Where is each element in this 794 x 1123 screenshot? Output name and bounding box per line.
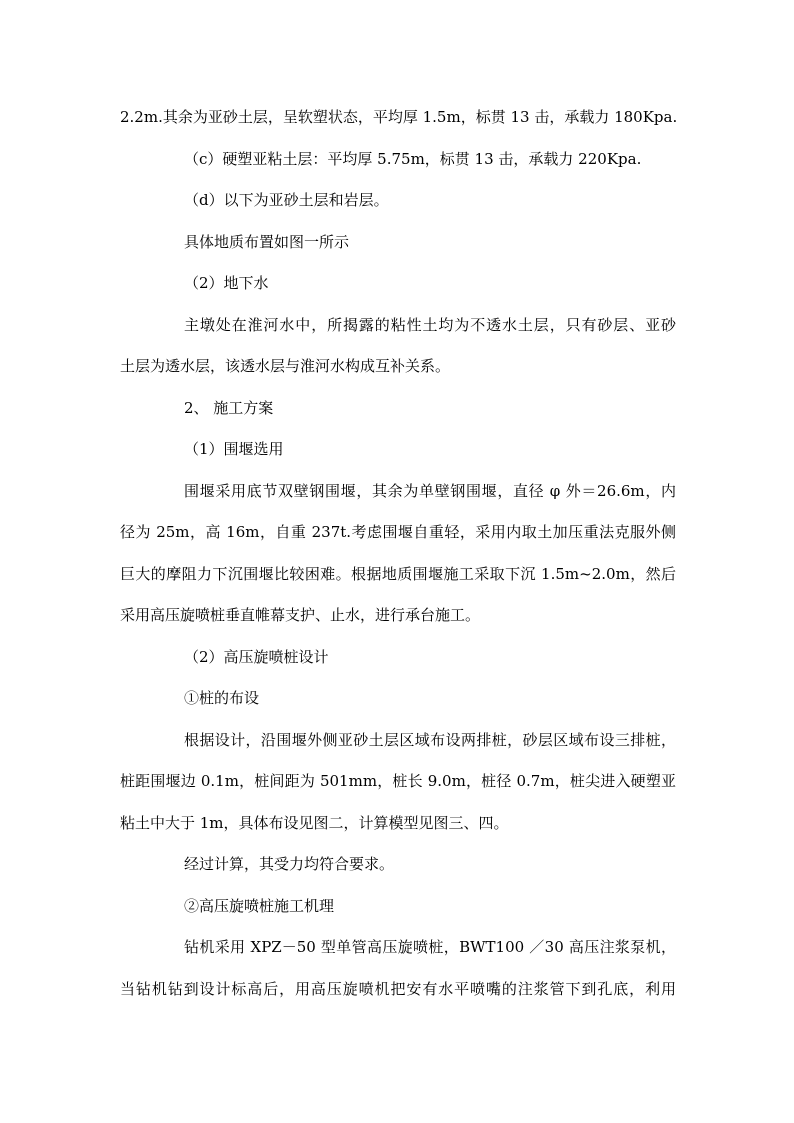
paragraph-line: （c）硬塑亚粘土层：平均厚 5.75m，标贯 13 击，承载力 220Kpa.: [184, 150, 642, 168]
section-heading: ②高压旋喷桩施工机理: [184, 897, 335, 915]
paragraph-line: 采用高压旋喷桩垂直帷幕支护、止水，进行承台施工。: [120, 606, 481, 624]
paragraph-line: 粘土中大于 1m，具体布设见图二，计算模型见图三、四。: [120, 814, 509, 832]
paragraph-line: 根据设计，沿围堰外侧亚砂土层区域布设两排桩，砂层区域布设三排桩，: [184, 731, 676, 749]
paragraph-line: 巨大的摩阻力下沉围堰比较困难。根据地质围堰施工采取下沉 1.5m~2.0m，然后: [120, 565, 676, 583]
paragraph-line: 当钻机钻到设计标高后，用高压旋喷机把安有水平喷嘴的注浆管下到孔底，利用: [120, 980, 676, 998]
paragraph-line: （d）以下为亚砂土层和岩层。: [184, 191, 389, 209]
section-heading: （1）围堰选用: [184, 440, 284, 458]
paragraph-line: 2.2m.其余为亚砂土层，呈软塑状态，平均厚 1.5m，标贯 13 击，承载力 180Kpa.: [120, 108, 678, 126]
paragraph-line: 围堰采用底节双壁钢围堰，其余为单壁钢围堰，直径 φ 外＝26.6m，内: [184, 482, 676, 500]
paragraph-line: 钻机采用 XPZ－50 型单管高压旋喷桩，BWT100 ／30 高压注浆泵机，: [184, 938, 676, 956]
paragraph-line: 桩距围堰边 0.1m，桩间距为 501mm，桩长 9.0m，桩径 0.7m，桩尖进入硬塑亚: [120, 772, 676, 790]
section-heading: ①桩的布设: [184, 689, 260, 707]
section-heading: 2、 施工方案: [184, 399, 274, 417]
section-heading: （2）高压旋喷桩设计: [184, 648, 329, 666]
paragraph-line: 土层为透水层，该透水层与淮河水构成互补关系。: [120, 357, 451, 375]
paragraph-line: 经过计算，其受力均符合要求。: [184, 855, 395, 873]
section-heading: （2）地下水: [184, 274, 269, 292]
paragraph-line: 径为 25m，高 16m，自重 237t.考虑围堰自重轻，采用内取土加压重法克服外侧: [120, 523, 676, 541]
paragraph-line: 具体地质布置如图一所示: [184, 233, 350, 251]
paragraph-line: 主墩处在淮河水中，所揭露的粘性土均为不透水土层，只有砂层、亚砂: [184, 316, 676, 334]
